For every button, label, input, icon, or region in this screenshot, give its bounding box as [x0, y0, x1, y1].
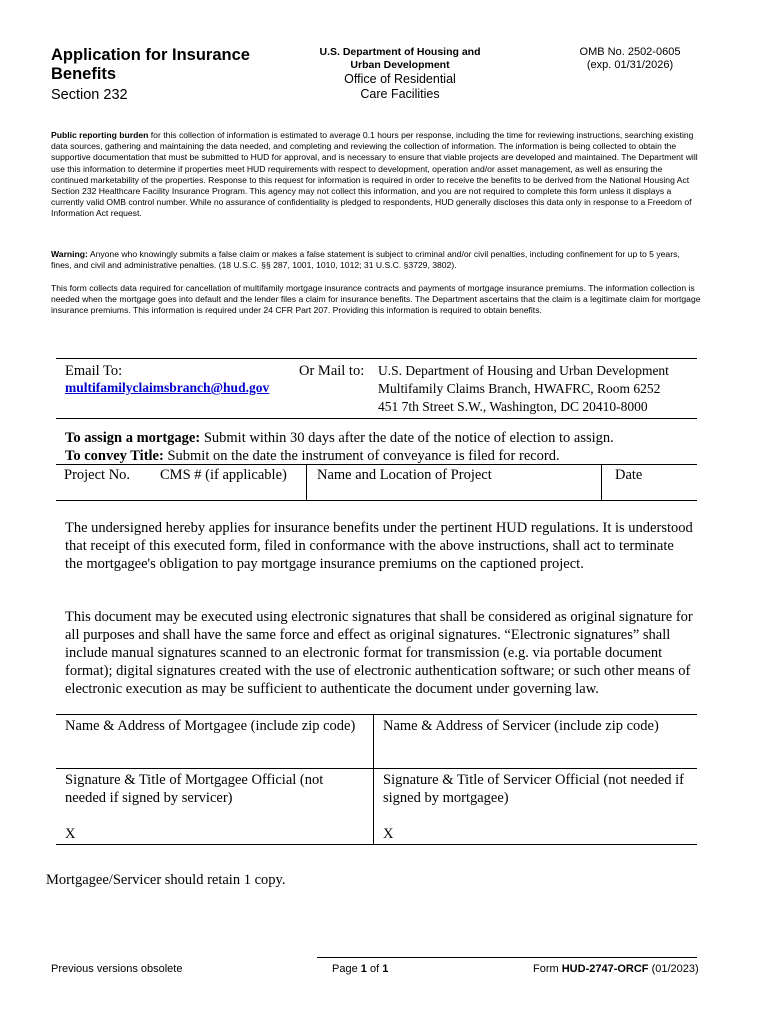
convey-label: To convey Title:	[65, 448, 164, 464]
page-number	[332, 963, 388, 975]
servicer-signature-field[interactable]: Signature & Title of Servicer Official (not needed if signed by mortgagee)	[383, 772, 684, 806]
burden-text: for this collection of information is estimated to average 0.1 hours per response, including the time for reviewing instructions, searching existing data sources, gathering and maintaining the data needed, and completing and reviewing the collection of information. The information is being collected to obtain the supportive documentation that must be submitted to HUD for approval, and is necessary to ensure that viable projects are developed and maintained. The Department will use this information to determine if properties meet HUD requirements with respect to development, operation and/or asset management, as well as ensuring the continued marketability of the properties. Response to this request for information is required in order to receive the benefits to be derived from the National Housing Act Section 232 Healthcare Facility Insurance Program. This agency may not collect this information, and you are not required to complete this form unless it displays a currently valid OMB control number. While no assurance of confidentiality is pledged to respondents, HUD generally discloses this data only in response to a Freedom of Information Act request.	[51, 130, 698, 219]
divider	[56, 418, 697, 419]
page-current: 1	[360, 963, 367, 975]
page-subtitle: Section 232	[51, 87, 128, 103]
assign-label: To assign a mortgage:	[65, 430, 201, 446]
footer-divider	[317, 957, 697, 958]
servicer-address-field[interactable]: Name & Address of Servicer (include zip code)	[383, 718, 659, 734]
assign-text: Submit within 30 days after the date of the notice of election to assign.	[203, 430, 614, 446]
electronic-signature-statement: This document may be executed using electronic signatures that shall be considered as original signature for all purposes and shall have the same force and effect as original signatures. “Electronic signatures” shall include manual signatures scanned to an electronic format for transmission (e.g. via portable document format); digital signatures created with the use of electronic authentication software; or such other means of electronic execution as may be sufficient to authenticate the document under governing law.	[65, 609, 693, 697]
form-date: (01/2023)	[651, 963, 699, 975]
mortgagee-signature-mark: X	[65, 826, 76, 842]
page-title: Application for Insurance Benefits	[51, 46, 250, 83]
divider	[56, 844, 697, 845]
assign-instruction	[65, 429, 614, 447]
page-prefix: Page	[332, 963, 358, 975]
form-prefix: Form	[533, 963, 559, 975]
email-link[interactable]: multifamilyclaimsbranch@hud.gov	[65, 380, 270, 395]
warning-notice	[51, 249, 701, 271]
divider	[56, 500, 697, 501]
date-field[interactable]: Date	[615, 467, 643, 483]
divider	[373, 714, 374, 844]
mail-line-1: U.S. Department of Housing and Urban Development	[378, 363, 669, 378]
warning-label: Warning:	[51, 249, 88, 259]
servicer-signature-mark: X	[383, 826, 394, 842]
project-name-location-field[interactable]: Name and Location of Project	[317, 467, 492, 483]
agency-line-2: Urban Development	[350, 59, 450, 71]
mail-line-3: 451 7th Street S.W., Washington, DC 20410-8000	[378, 399, 648, 414]
office-line-2: Care Facilities	[360, 87, 440, 101]
omb-block	[560, 46, 700, 72]
agency-block	[300, 46, 500, 102]
mail-line-2: Multifamily Claims Branch, HWAFRC, Room 6252	[378, 381, 661, 396]
mail-label: Or Mail to:	[299, 363, 365, 379]
burden-notice	[51, 130, 701, 220]
office-line-1: Office of Residential	[344, 72, 456, 86]
form-id: HUD-2747-ORCF	[561, 963, 649, 975]
divider	[56, 358, 697, 359]
project-number-field[interactable]: Project No.	[64, 467, 131, 483]
divider	[601, 464, 602, 500]
mail-address	[378, 362, 669, 416]
burden-label: Public reporting burden	[51, 130, 149, 140]
mortgagee-address-field[interactable]: Name & Address of Mortgagee (include zip code)	[65, 718, 356, 734]
retain-note: Mortgagee/Servicer should retain 1 copy.	[46, 872, 286, 888]
omb-expiration: (exp. 01/31/2026)	[586, 59, 674, 71]
omb-number: OMB No. 2502-0605	[579, 46, 681, 58]
divider	[56, 768, 697, 769]
previous-versions-note: Previous versions obsolete	[51, 963, 183, 975]
cms-number-field[interactable]: CMS # (if applicable)	[160, 467, 287, 483]
collection-notice: This form collects data required for cancellation of multifamily mortgage insurance contracts and payments of mortgage insurance premiums. The information collection is needed when the mortgage goes into default and the lender files a claim for insurance benefits. The Department ascertains that the claim is a legitimate claim for mortgage insurance premiums. This information is required under 24 CFR Part 207. Providing this information is required to obtain benefits.	[51, 283, 701, 316]
page-total: 1	[382, 963, 389, 975]
convey-instruction	[65, 447, 560, 465]
page-of: of	[369, 963, 380, 975]
convey-text: Submit on the date the instrument of conveyance is filed for record.	[167, 448, 560, 464]
warning-text: Anyone who knowingly submits a false claim or makes a false statement is subject to criminal and/or civil penalties, including confinement for up to 5 years, fines, and civil and administrative penalties. (18 U.S.C. §§ 287, 1001, 1010, 1012; 31 U.S.C. §3729, 3802).	[51, 249, 680, 271]
application-statement: The undersigned hereby applies for insurance benefits under the pertinent HUD regulations. It is understood that receipt of this executed form, filed in conformance with the above instructions, shall act to terminate the mortgagee's obligation to pay mortgage insurance premiums on the captioned project.	[65, 520, 693, 572]
divider	[56, 714, 697, 715]
form-number	[533, 963, 699, 975]
divider	[306, 464, 307, 500]
email-label: Email To:	[65, 363, 123, 379]
mortgagee-signature-field[interactable]: Signature & Title of Mortgagee Official (not needed if signed by servicer)	[65, 772, 324, 806]
agency-line-1: U.S. Department of Housing and	[319, 46, 481, 58]
